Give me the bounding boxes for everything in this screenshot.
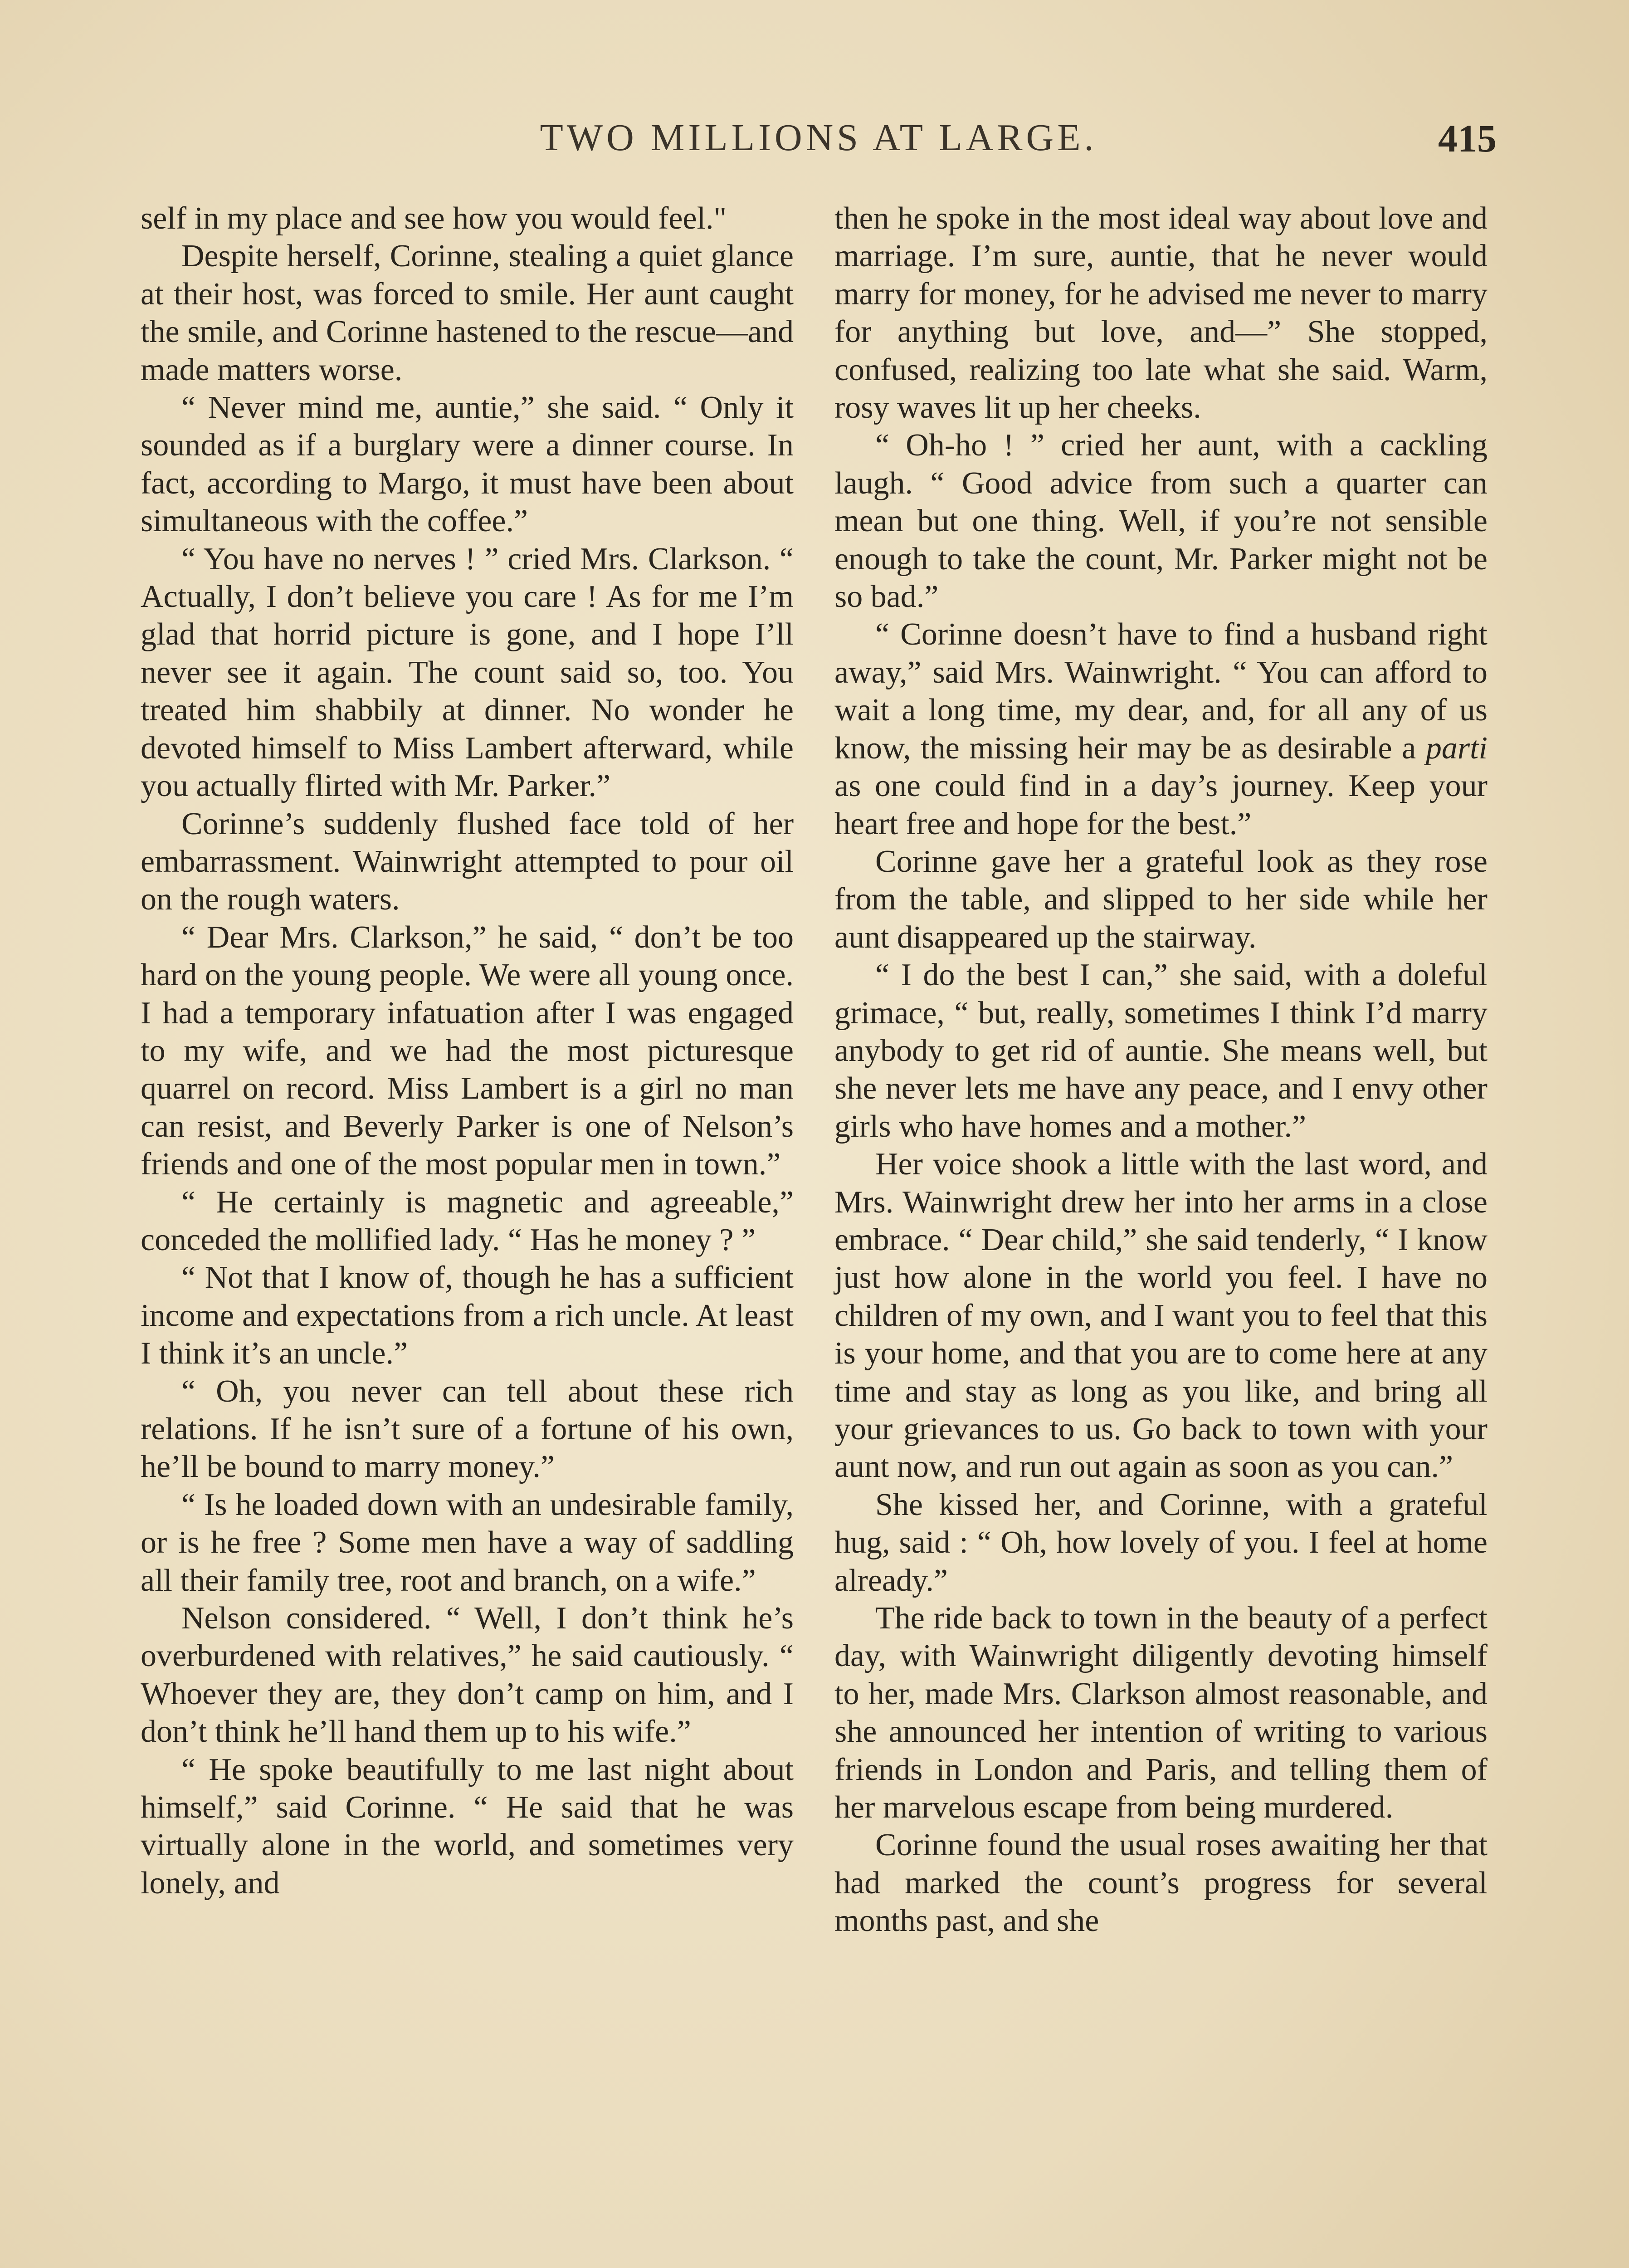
paragraph: “ Oh, you never can tell about these rich relations. If he isn’t sure of a fortune of his own, he’ll be bound to marry money.”: [141, 1374, 794, 1485]
paragraph: “ Dear Mrs. Clarkson,” he said, “ don’t be too hard on the young people. We were all young once. I had a temporary infatuation after I was engaged to my wife, and we had the most picturesque quarrel on record. Miss Lambert is a girl no man can resist, and Beverly Parker is one of Nelson’s friends and one of the most popular men in town.”: [141, 919, 794, 1182]
paragraph: “ Not that I know of, though he has a sufficient income and expectations from a rich uncle. At least I think it’s an uncle.”: [141, 1260, 794, 1371]
paragraph: Despite herself, Corinne, stealing a quiet glance at their host, was forced to smile. Her aunt caught the smile, and Corinne hastened to the rescue—and made matters worse.: [141, 239, 794, 387]
paragraph: Corinne gave her a grateful look as they rose from the table, and slipped to her side while her aunt disappeared up the stairway.: [834, 844, 1488, 955]
paragraph: The ride back to town in the beauty of a perfect day, with Wainwright diligently devoting himself to her, made Mrs. Clarkson almost reasonable, and she announced her intention of writing to various friends in London and Paris, and telling them of her marvelous escape from being murdered.: [834, 1601, 1488, 1825]
paragraph: “ Oh-ho ! ” cried her aunt, with a cackling laugh. “ Good advice from such a quarter can mean but one thing. Well, if you’re not sensible enough to take the count, Mr. Parker might not be so bad.”: [834, 428, 1488, 615]
paragraph: “ Never mind me, auntie,” she said. “ Only it sounded as if a burglary were a dinner course. In fact, according to Margo, it must have been about simultaneous with the coffee.”: [141, 390, 794, 539]
paragraph: Corinne’s suddenly flushed face told of her embarrassment. Wainwright attempted to pour oil on the rough waters.: [141, 806, 794, 917]
paragraph: “ Is he loaded down with an undesirable family, or is he free ? Some men have a way of saddling all their family tree, root and branch, on a wife.”: [141, 1487, 794, 1598]
left-column: [141, 200, 794, 1902]
paragraph-text: as one could find in a day’s journey. Keep your heart free and hope for the best.”: [834, 768, 1488, 841]
italic-word: parti: [1425, 730, 1488, 766]
page-number: 415: [1438, 117, 1497, 160]
paragraph: “ He spoke beautifully to me last night about himself,” said Corinne. “ He said that he was virtually alone in the world, and sometimes very lonely, and: [141, 1752, 794, 1901]
paragraph: “ He certainly is magnetic and agreeable,” conceded the mollified lady. “ Has he money ? ”: [141, 1184, 794, 1257]
page-header: [141, 116, 1497, 166]
paragraph: Her voice shook a little with the last word, and Mrs. Wainwright drew her into her arms in a close embrace. “ Dear child,” she said tenderly, “ I know just how alone in the world you feel. I have no children of my own, and I want you to feel that this is your home, and that you are to come here at any time and stay as long as you like, and bring all your grievances to us. Go back to town with your aunt now, and run out again as soon as you can.”: [834, 1147, 1488, 1485]
paragraph: She kissed her, and Corinne, with a grateful hug, said : “ Oh, how lovely of you. I feel at home already.”: [834, 1487, 1488, 1598]
right-column: [834, 200, 1488, 1940]
paragraph: [834, 616, 1488, 842]
paragraph: self in my place and see how you would feel.": [141, 201, 727, 236]
paragraph-text: “ Corinne doesn’t have to find a husband right away,” said Mrs. Wainwright. “ You can afford to wait a long time, my dear, and, for all any of us know, the missing heir may be as desirable a: [834, 617, 1488, 766]
paragraph: Corinne found the usual roses awaiting her that had marked the count’s progress for several months past, and she: [834, 1828, 1488, 1939]
paragraph: then he spoke in the most ideal way about love and marriage. I’m sure, auntie, that he never would marry for money, for he advised me never to marry for anything but love, and—” She stopped, confused, realizing too late what she said. Warm, rosy waves lit up her cheeks.: [834, 201, 1488, 425]
running-head: TWO MILLIONS AT LARGE.: [540, 117, 1097, 159]
paragraph: “ I do the best I can,” she said, with a doleful grimace, “ but, really, sometimes I think I’d marry anybody to get rid of auntie. She means well, but she never lets me have any peace, and I envy other girls who have homes and a mother.”: [834, 958, 1488, 1144]
paragraph: “ You have no nerves ! ” cried Mrs. Clarkson. “ Actually, I don’t believe you care ! As for me I’m glad that horrid picture is gone, and I hope I’ll never see it again. The count said so, too. You treated him shabbily at dinner. No wonder he devoted himself to Miss Lambert afterward, while you actually flirted with Mr. Parker.”: [141, 541, 794, 804]
paragraph: Nelson considered. “ Well, I don’t think he’s overburdened with relatives,” he said cautiously. “ Whoever they are, they don’t camp on him, and I don’t think he’ll hand them up to his wife.”: [141, 1601, 794, 1750]
